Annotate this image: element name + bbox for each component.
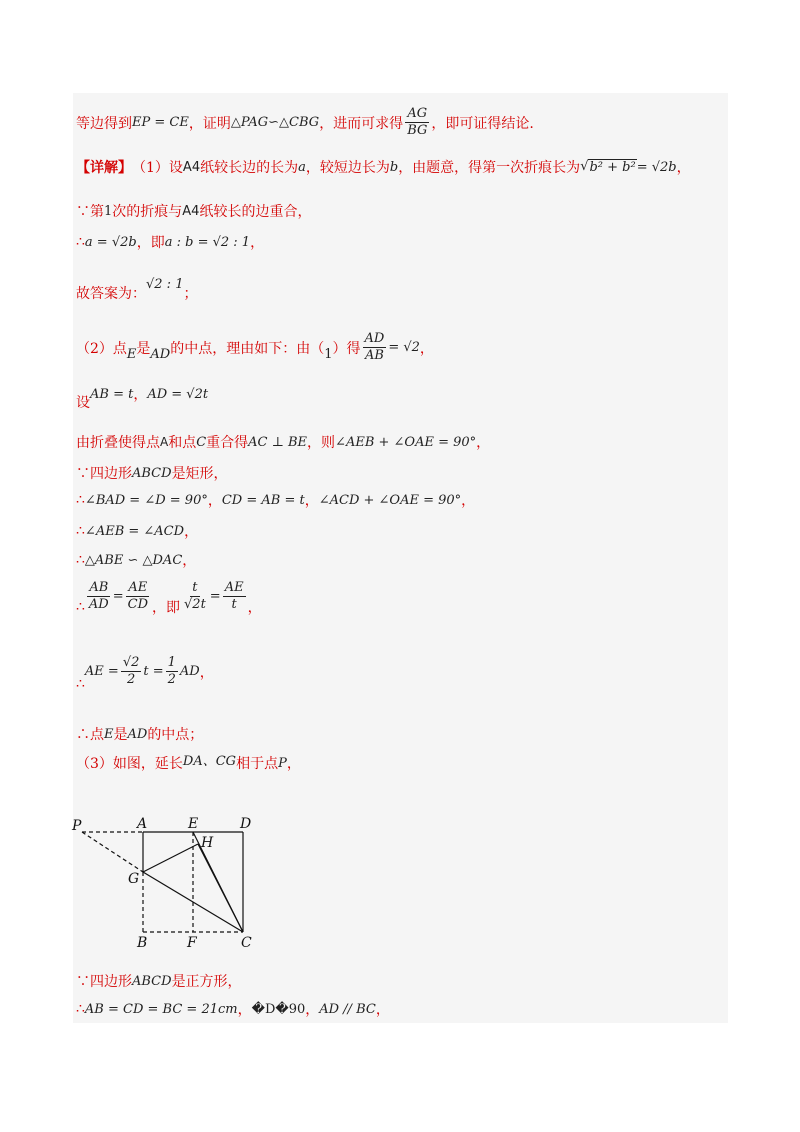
denominator: t xyxy=(231,597,237,612)
therefore: ∴ xyxy=(76,492,85,508)
math-perp: AC ⊥ BE xyxy=(248,434,308,450)
numerator: √2 xyxy=(122,655,140,670)
text: ，证明 xyxy=(188,115,231,132)
segment-ad: AD xyxy=(150,347,171,362)
text: （3）如图，延长 xyxy=(76,756,183,772)
text: 相于点 xyxy=(236,756,279,772)
therefore: ∴ xyxy=(76,552,85,568)
part2-line-8: ∴ $\frac{AB}{AD}$ = $\frac{AE}{CD}$ ，即 $\frac{t}{√2t}$ = $\frac{AE}{t}$ ， xyxy=(76,580,262,616)
text: 设 xyxy=(76,395,90,411)
text: 是 xyxy=(136,340,151,357)
dashed-pg-line xyxy=(82,832,143,872)
math-a-eq: a = √2b xyxy=(84,234,137,250)
text: 重合得 xyxy=(206,435,249,451)
text: 的中点； xyxy=(147,727,204,743)
a4-label: A4 xyxy=(182,203,200,219)
text: ， xyxy=(676,160,691,176)
text: ，即 xyxy=(152,599,181,616)
text: ∵四边形 xyxy=(76,466,132,482)
part2-line-5 xyxy=(76,490,475,510)
part2-line-4 xyxy=(76,463,228,483)
label-b: B xyxy=(137,935,148,951)
text: ， xyxy=(305,1002,320,1018)
math-eq: = √2b xyxy=(636,159,677,175)
math-eq: = √2 xyxy=(388,340,420,355)
part2-line-1 xyxy=(76,331,434,364)
fraction xyxy=(121,655,142,688)
math-abcd: ABCD xyxy=(132,973,172,989)
part2-line-9 xyxy=(76,655,214,692)
a4-label: A4 xyxy=(182,159,201,175)
text: ， xyxy=(199,664,214,681)
segment-gh xyxy=(143,844,198,872)
text: ）得 xyxy=(332,340,361,357)
answer-value: √2 : 1 xyxy=(146,276,184,292)
text: （1）设 xyxy=(132,160,183,176)
text: ，即可证得结论. xyxy=(431,115,534,132)
part2-line-2 xyxy=(76,384,209,411)
numerator: AB xyxy=(89,580,109,595)
fraction xyxy=(182,580,208,613)
therefore: ∴ xyxy=(76,598,85,615)
label-d: D xyxy=(240,816,252,832)
radicand: b² + b² xyxy=(589,160,636,175)
numerator: AG xyxy=(407,106,428,121)
math-rhs: AD xyxy=(179,664,200,679)
denominator: BG xyxy=(407,123,428,138)
sqrt-expression: √ b² + b² xyxy=(580,159,636,175)
label-f: F xyxy=(187,935,197,951)
numerator: AE xyxy=(128,580,148,595)
label-c: C xyxy=(241,935,252,951)
fraction-ag-bg xyxy=(405,106,429,139)
label-p: P xyxy=(72,818,82,834)
part2-line-6 xyxy=(76,521,198,541)
segment-ad: AD xyxy=(127,726,148,742)
text: 和点 xyxy=(168,435,197,451)
text: ∴点 xyxy=(76,727,104,743)
detail-line-3 xyxy=(76,232,264,252)
math-sim: △ABE ∽ △DAC xyxy=(84,552,183,568)
fraction xyxy=(87,580,111,613)
text: ， xyxy=(207,493,222,509)
math-ratio: a : b = √2 : 1 xyxy=(164,234,251,250)
therefore: ∴ xyxy=(76,234,85,250)
math-similar: △PAG∽△CBG xyxy=(230,115,320,130)
geometry-figure xyxy=(60,808,280,958)
label-e: E xyxy=(188,816,199,832)
math-3: ∠ACD + ∠OAE = 90° xyxy=(318,492,462,508)
text: ， xyxy=(250,235,265,251)
analysis-line xyxy=(76,106,534,139)
part3-line-3 xyxy=(76,999,390,1019)
denominator: 2 xyxy=(126,672,136,687)
text: 是 xyxy=(113,727,128,743)
denominator: CD xyxy=(127,597,149,612)
fraction xyxy=(166,655,178,688)
denominator: AB xyxy=(364,348,384,363)
numerator: AE xyxy=(224,580,244,595)
text: ， xyxy=(133,387,148,403)
math-abcd: ABCD xyxy=(132,465,172,481)
text: ，进而可求得 xyxy=(319,115,404,132)
fraction-ad-ab xyxy=(363,331,387,364)
text: 纸较长边的长为 xyxy=(200,160,299,176)
fraction xyxy=(223,580,246,613)
text: ，即 xyxy=(136,235,165,251)
label-g: G xyxy=(128,871,140,887)
math-ad: AD = √2t xyxy=(147,386,209,402)
denominator: √2t xyxy=(184,597,206,612)
text: ， xyxy=(476,435,491,451)
text: ， xyxy=(461,493,476,509)
point-a: A xyxy=(160,435,169,449)
text: ，则 xyxy=(307,435,336,451)
therefore: ∴ xyxy=(76,1001,85,1017)
text: ， xyxy=(247,599,262,616)
part3-line-2 xyxy=(76,971,242,991)
math-ab: AB = t xyxy=(90,386,134,402)
fraction xyxy=(126,580,150,613)
label-a: A xyxy=(137,816,148,832)
numerator: AD xyxy=(364,331,385,346)
text: ， xyxy=(304,493,319,509)
math-2: CD = AB = t xyxy=(221,492,305,508)
text: ，较短边长为 xyxy=(305,160,390,176)
text: ∵第 xyxy=(76,204,104,220)
math-lhs: AE = xyxy=(84,664,119,679)
point-p: P xyxy=(278,755,287,771)
text: ， xyxy=(237,1002,252,1018)
detail-line-1 xyxy=(76,157,691,177)
therefore: ∴ xyxy=(76,523,85,539)
text: ， xyxy=(286,756,301,772)
part2-line-7 xyxy=(76,550,196,570)
text: 次的折痕与 xyxy=(112,204,183,220)
math-parallel: AD // BC xyxy=(319,1001,376,1017)
part2-conclusion xyxy=(76,724,203,744)
denominator: AD xyxy=(88,597,109,612)
point-e: E xyxy=(126,347,137,362)
part2-line-3 xyxy=(76,432,490,452)
numerator: 1 xyxy=(167,655,176,670)
text: ； xyxy=(183,286,198,302)
text: 是正方形， xyxy=(171,974,242,990)
math-ep-ce: EP = CE xyxy=(132,115,189,130)
text: 纸较长的边重合， xyxy=(199,204,312,220)
math-mid: t = xyxy=(143,664,164,679)
numerator: t xyxy=(192,580,198,595)
var-a: a xyxy=(298,159,306,175)
math-sides: AB = CD = BC = 21cm xyxy=(84,1001,238,1017)
point-e: E xyxy=(104,726,114,742)
num-1: 1 xyxy=(324,347,333,362)
text: 故答案为： xyxy=(76,286,146,302)
var-b: b xyxy=(389,159,399,175)
math-eq: ∠AEB = ∠ACD xyxy=(84,523,185,539)
text: 等边得到 xyxy=(76,115,132,132)
text: 是矩形， xyxy=(171,466,228,482)
answer-line-1 xyxy=(76,276,198,303)
detail-tag: 【详解】 xyxy=(76,160,132,176)
text: ∵四边形 xyxy=(76,974,132,990)
math-angles: ∠AEB + ∠OAE = 90° xyxy=(335,434,477,450)
therefore: ∴ xyxy=(76,675,85,692)
math-da-cg: DA、CG xyxy=(182,753,237,769)
text: ，由题意，得第一次折痕长为 xyxy=(398,160,581,176)
text: ， xyxy=(419,340,434,357)
math-1: ∠BAD = ∠D = 90° xyxy=(84,492,208,508)
text: 的中点，理由如下：由（ xyxy=(170,340,325,357)
text: ， xyxy=(184,524,199,540)
point-c: C xyxy=(196,434,207,450)
text: ， xyxy=(375,1002,390,1018)
part3-line-1 xyxy=(76,753,301,773)
text: （2）点 xyxy=(76,340,127,357)
denominator: 2 xyxy=(167,672,176,687)
detail-line-2 xyxy=(76,201,311,221)
label-h: H xyxy=(201,835,214,851)
num-1: 1 xyxy=(104,203,113,219)
math-garbled: �D�90 xyxy=(251,1001,306,1017)
text: 由折叠使得点 xyxy=(76,435,160,451)
text: ， xyxy=(182,553,197,569)
